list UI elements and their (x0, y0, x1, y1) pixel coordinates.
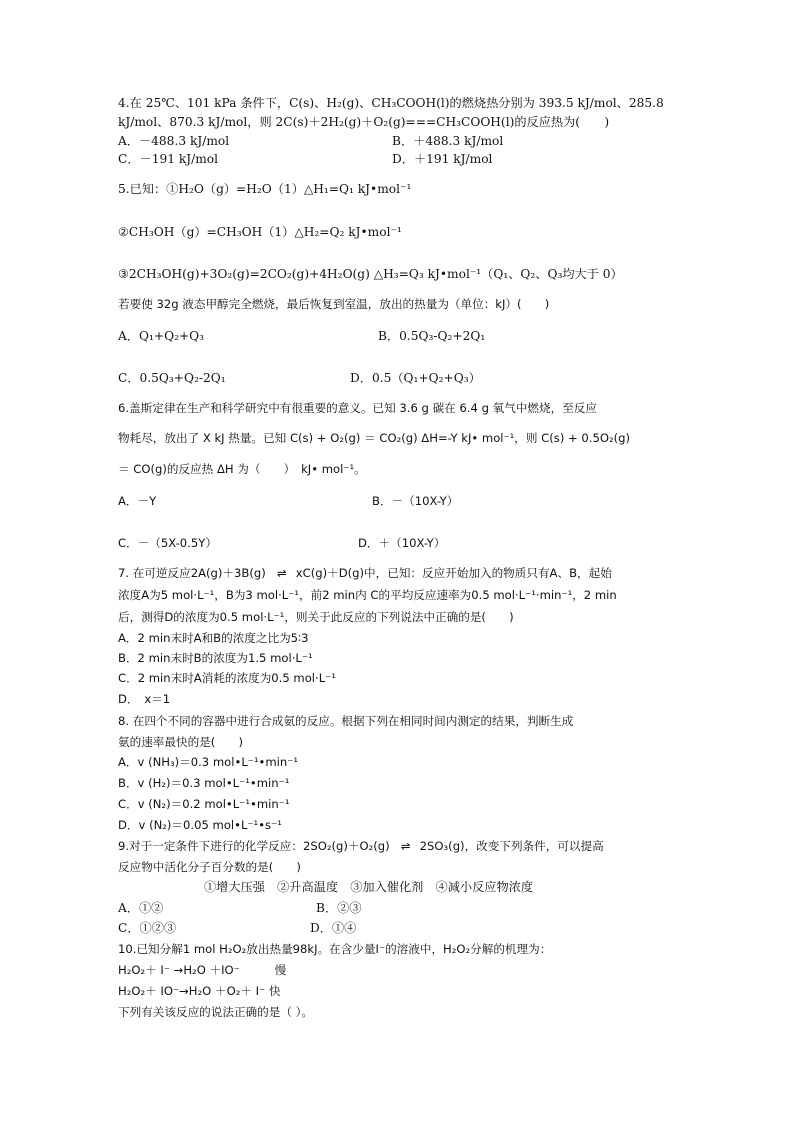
q5-option-a: A．Q₁+Q₂+Q₃ (118, 329, 205, 343)
q4-option-b: B．＋488.3 kJ/mol (392, 134, 504, 148)
q9-line1 (118, 838, 604, 854)
q5-option-b: B．0.5Q₃-Q₂+2Q₁ (378, 329, 486, 343)
q4-option-c: C．－191 kJ/mol (118, 152, 219, 166)
q9-line2: 反应物中活化分子百分数的是( ) (118, 860, 301, 874)
q8-option-c: C．v (N₂)＝0.2 mol•L⁻¹•min⁻¹ (118, 797, 290, 811)
q7-line2: 浓度A为5 mol·L⁻¹，B为3 mol·L⁻¹，前2 min内 C的平均反应速率为0.5 mol·L⁻¹·min⁻¹，2 min (118, 588, 617, 602)
q9-conditions: ①增大压强 ②升高温度 ③加入催化剂 ④减小反应物浓度 (204, 880, 534, 894)
q6-option-d: D．＋（10X-Y） (358, 536, 446, 550)
q4-stem-line2: kJ/mol、870.3 kJ/mol，则 2C(s)＋2H₂(g)＋O₂(g)===CH₃COOH(l)的反应热为( ) (118, 115, 610, 129)
q10-question: 下列有关该反应的说法正确的是（ ）。 (118, 1005, 313, 1019)
q4-option-a: A．－488.3 kJ/mol (118, 134, 230, 148)
q7-option-d: D． x＝1 (118, 692, 171, 706)
q7-line1-part-b: xC(g)＋D(g)中，已知：反应开始加入的物质只有A、B，起始 (295, 566, 612, 580)
q10-step2: H₂O₂＋ IO⁻→H₂O ＋O₂＋ I⁻ 快 (118, 984, 281, 998)
q9-option-c: C．①②③ (118, 921, 177, 935)
q4-option-d: D．＋191 kJ/mol (392, 152, 493, 166)
q8-line2: 氨的速率最快的是( ) (118, 735, 243, 749)
q6-line2: 物耗尽，放出了 X kJ 热量。已知 C(s) + O₂(g) ＝ CO₂(g) ΔH=-Y kJ• mol⁻¹，则 C(s) + 0.5O₂(g) (118, 431, 631, 445)
q9-option-a: A．①② (118, 901, 164, 915)
q7-line1-part-a: 7. 在可逆反应2A(g)＋3B(g) (118, 566, 266, 580)
q10-step1: H₂O₂＋ I⁻ →H₂O ＋IO⁻ 慢 (118, 963, 287, 977)
equilibrium-arrow-icon: ⇌ (400, 839, 409, 853)
q5-option-c: C．0.5Q₃+Q₂-2Q₁ (118, 371, 226, 385)
q9-line1-part-b: 2SO₃(g)，改变下列条件，可以提高 (419, 839, 604, 853)
q6-option-a: A．－Y (118, 494, 157, 508)
q6-option-b: B．－（10X-Y） (372, 494, 459, 508)
q8-option-b: B．v (H₂)＝0.3 mol•L⁻¹•min⁻¹ (118, 776, 290, 790)
q7-option-b: B．2 min末时B的浓度为1.5 mol·L⁻¹ (118, 651, 313, 665)
q7-option-a: A．2 min末时A和B的浓度之比为5∶3 (118, 631, 309, 645)
q5-equation-2: ②CH₃OH（g）=CH₃OH（1）△H₂=Q₂ kJ•mol⁻¹ (118, 225, 402, 239)
q5-equation-3: ③2CH₃OH(g)+3O₂(g)=2CO₂(g)+4H₂O(g) △H₃=Q₃ kJ•mol⁻¹（Q₁、Q₂、Q₃均大于 0） (118, 267, 623, 281)
q7-line3: 后，测得D的浓度为0.5 mol·L⁻¹，则关于此反应的下列说法中正确的是( ) (118, 610, 514, 624)
q4-stem-line1: 4.在 25℃、101 kPa 条件下，C(s)、H₂(g)、CH₃COOH(l)的燃烧热分别为 393.5 kJ/mol、285.8 (118, 96, 664, 110)
equilibrium-arrow-icon: ⇌ (276, 566, 285, 580)
q5-question: 若要使 32g 液态甲醇完全燃烧，最后恢复到室温，放出的热量为（单位：kJ）( ) (118, 297, 550, 311)
q9-option-b: B．②③ (316, 901, 362, 915)
q7-option-c: C．2 min末时A消耗的浓度为0.5 mol·L⁻¹ (118, 671, 336, 685)
q10-line1: 10.已知分解1 mol H₂O₂放出热量98kJ。在含少量I⁻的溶液中，H₂O₂分解的机理为： (118, 942, 552, 956)
q5-option-d: D．0.5（Q₁+Q₂+Q₃） (350, 371, 481, 385)
q6-option-c: C．－（5X-0.5Y） (118, 536, 217, 550)
q9-line1-part-a: 9.对于一定条件下进行的化学反应：2SO₂(g)＋O₂(g) (118, 839, 390, 853)
q9-option-d: D．①④ (310, 921, 357, 935)
q8-option-d: D．v (N₂)＝0.05 mol•L⁻¹•s⁻¹ (118, 818, 282, 832)
q7-line1 (118, 565, 612, 581)
q8-option-a: A．v (NH₃)＝0.3 mol•L⁻¹•min⁻¹ (118, 755, 299, 769)
q8-line1: 8. 在四个不同的容器中进行合成氨的反应。根据下列在相同时间内测定的结果，判断生成 (118, 714, 574, 728)
q5-equation-1: 5.已知：①H₂O（g）=H₂O（1）△H₁=Q₁ kJ•mol⁻¹ (118, 182, 412, 196)
q6-line1: 6.盖斯定律在生产和科学研究中有很重要的意义。已知 3.6 g 碳在 6.4 g 氧气中燃烧，至反应 (118, 401, 597, 415)
q6-line3: ＝ CO(g)的反应热 ΔH 为（ ） kJ• mol⁻¹。 (118, 462, 366, 476)
